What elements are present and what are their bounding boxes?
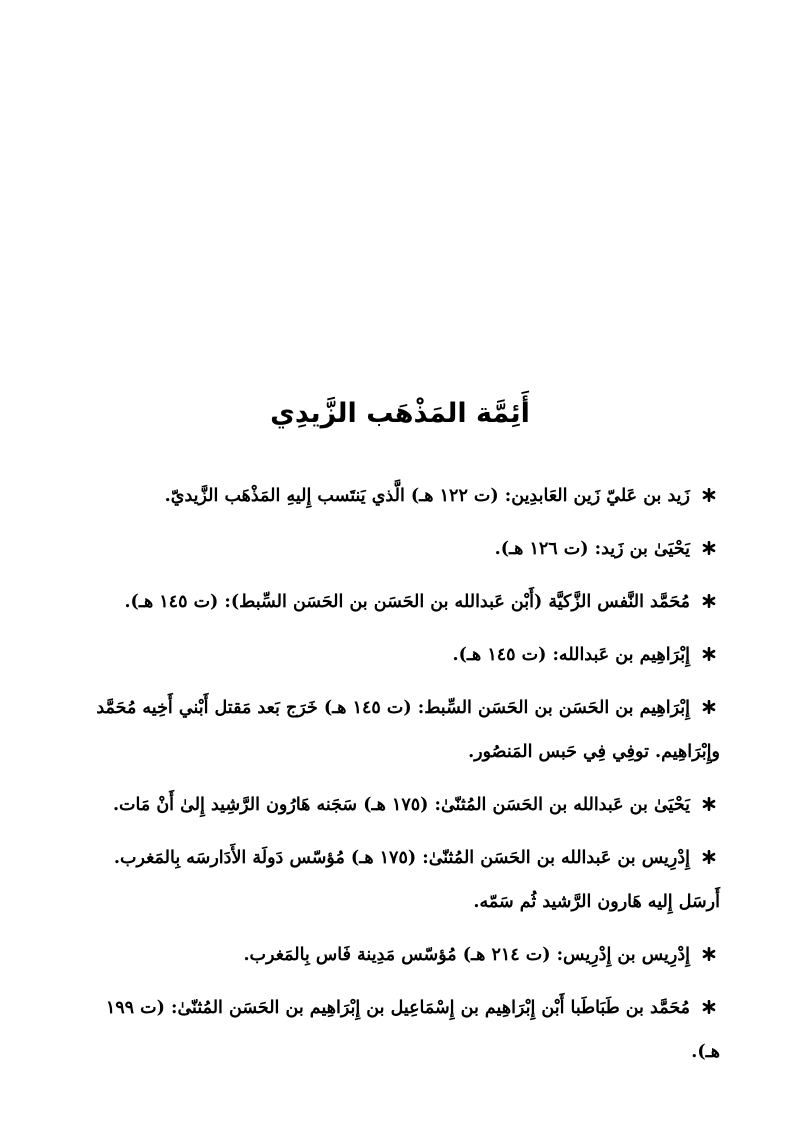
imams-list: [78, 474, 720, 1083]
list-item: [78, 686, 720, 774]
entry-text: إِبْرَاهِيم بن الحَسَن بن الحَسَن السِّبط: (ت ١٤٥ هـ) خَرَج بَعد مَقتل أَبْني أَخِيه مُحَمَّد وإِبْرَاهِيم. توفِي فِي حَبس المَنصُور.: [96, 698, 720, 762]
list-item: [78, 933, 720, 977]
entry-text: مُحَمَّد بن طَبَاطَبا أَبْن إِبْرَاهِيم بن إِسْمَاعِيل بن إِبْرَاهِيم بن الحَسَن المُثنّىٰ: (ت ١٩٩ هـ).: [105, 998, 720, 1062]
asterisk-bullet-icon: [702, 850, 716, 864]
entry-text: إِدْرِيس بن إِدْرِيس: (ت ٢١٤ هـ) مُؤسّس مَدِينة فَاس بِالمَغرب.: [243, 945, 690, 965]
entry-text: يَحْيَىٰ بن عَبدالله بن الحَسَن المُثنّىٰ: (١٧٥ هـ) سَجَنه هَارُون الرَّشِيد إِلىٰ أَنْ مَات.: [112, 795, 690, 815]
list-item: [78, 633, 720, 677]
asterisk-bullet-icon: [702, 797, 716, 811]
asterisk-bullet-icon: [702, 647, 716, 661]
list-item: [78, 783, 720, 827]
entry-text: إِدْرِيس بن عَبدالله بن الحَسَن المُثنّىٰ: (١٧٥ هـ) مُؤسّس دَولَة الأَدَارسَه بِالمَغرب. أَرسَل إِليه هَارون الرَّشيد ثُم سَمّه.: [113, 848, 720, 912]
asterisk-bullet-icon: [702, 947, 716, 961]
list-item: [78, 474, 720, 518]
entry-text: زَيد بن عَليّ زَين العَابدِين: (ت ١٢٢ هـ) الَّذي يَنتَسب إِليهِ المَذْهَب الزَّيديّ.: [164, 486, 690, 506]
asterisk-bullet-icon: [702, 594, 716, 608]
list-item: [78, 527, 720, 571]
asterisk-bullet-icon: [702, 488, 716, 502]
list-item: [78, 580, 720, 624]
entry-text: يَحْيَىٰ بن زَيد: (ت ١٢٦ هـ).: [494, 539, 690, 559]
entry-text: إِبْرَاهِيم بن عَبدالله: (ت ١٤٥ هـ).: [452, 645, 690, 665]
asterisk-bullet-icon: [702, 541, 716, 555]
list-item: [78, 986, 720, 1074]
entry-text: مُحَمَّد النَّفس الزَّكيَّة (أَبْن عَبدالله بن الحَسَن بن الحَسَن السِّبط): (ت ١٤٥ هـ).: [124, 592, 690, 612]
asterisk-bullet-icon: [702, 700, 716, 714]
asterisk-bullet-icon: [702, 1000, 716, 1014]
list-item: [78, 836, 720, 924]
page-title: أَئِمَّة المَذْهَب الزَّيدِي: [270, 398, 530, 429]
